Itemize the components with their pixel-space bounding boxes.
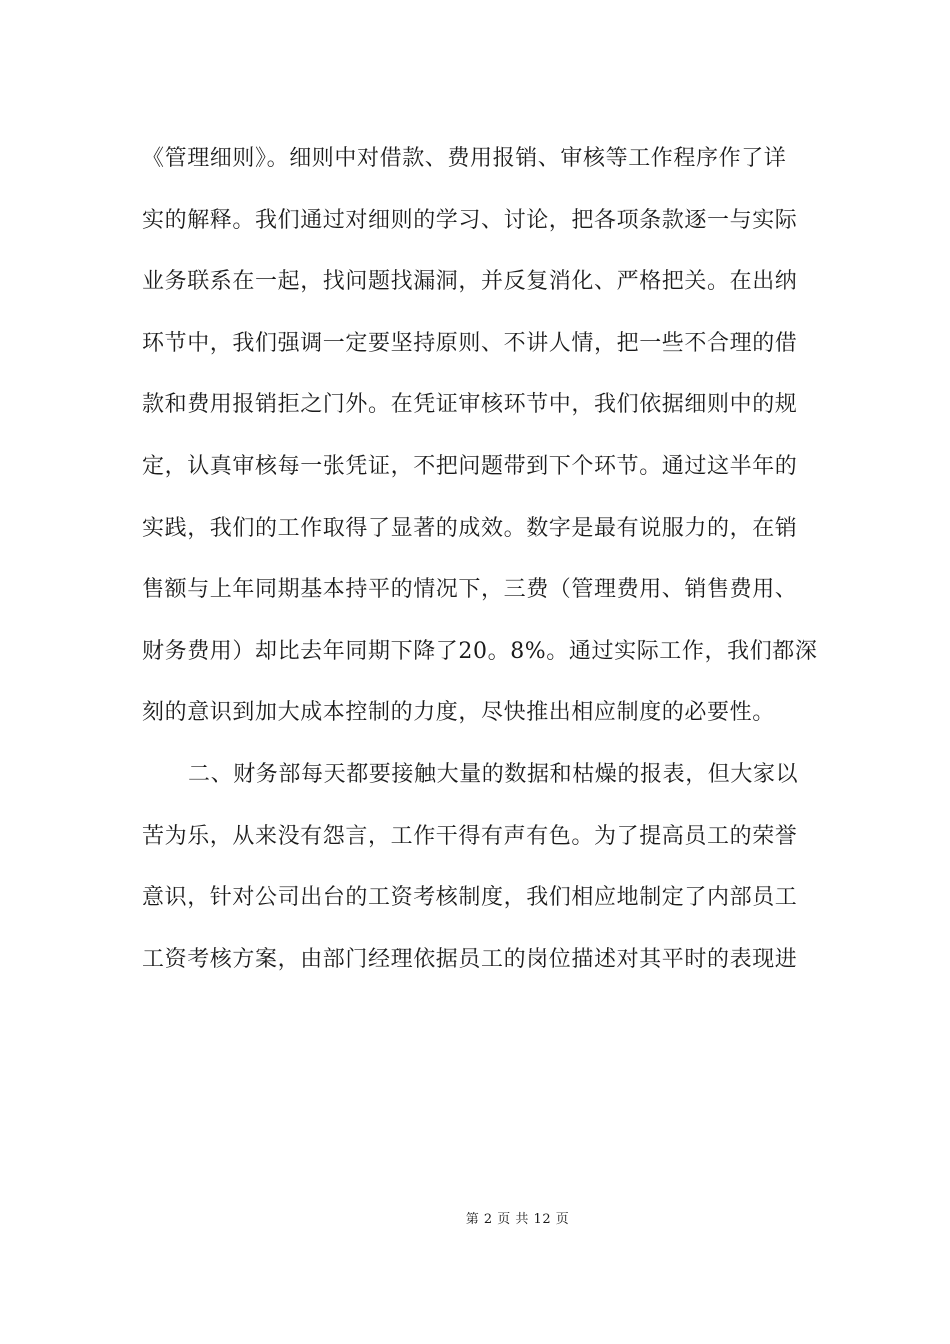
text-line: 环节中，我们强调一定要坚持原则、不讲人情，把一些不合理的借 — [142, 330, 798, 356]
text-line: 定，认真审核每一张凭证，不把问题带到下个环节。通过这半年的 — [142, 453, 798, 479]
text-line: 售额与上年同期基本持平的情况下，三费（管理费用、销售费用、 — [142, 577, 798, 603]
text-line: 财务费用）却比去年同期下降了20。8%。通过实际工作，我们都深 — [142, 638, 818, 664]
text-line: 款和费用报销拒之门外。在凭证审核环节中，我们依据细则中的规 — [142, 392, 798, 418]
text-line: 意识，针对公司出台的工资考核制度，我们相应地制定了内部员工 — [142, 885, 798, 911]
text-line: 实践，我们的工作取得了显著的成效。数字是最有说服力的，在销 — [142, 515, 798, 541]
text-line: 《管理细则》。细则中对借款、费用报销、审核等工作程序作了详 — [142, 146, 787, 171]
page-number: 第 2 页 共 12 页 — [465, 1212, 570, 1227]
text-line: 业务联系在一起，找问题找漏洞，并反复消化、严格把关。在出纳 — [142, 269, 798, 295]
text-line: 刻的意识到加大成本控制的力度，尽快推出相应制度的必要性。 — [142, 700, 775, 726]
text-line: 工资考核方案，由部门经理依据员工的岗位描述对其平时的表现进 — [142, 946, 798, 972]
page-footer — [0, 1208, 950, 1227]
text-line: 实的解释。我们通过对细则的学习、讨论，把各项条款逐一与实际 — [142, 207, 798, 233]
text-line: 苦为乐，从来没有怨言，工作干得有声有色。为了提高员工的荣誉 — [142, 823, 798, 849]
paragraph-start-line: 二、财务部每天都要接触大量的数据和枯燥的报表，但大家以 — [188, 761, 799, 787]
body-text — [142, 128, 818, 990]
